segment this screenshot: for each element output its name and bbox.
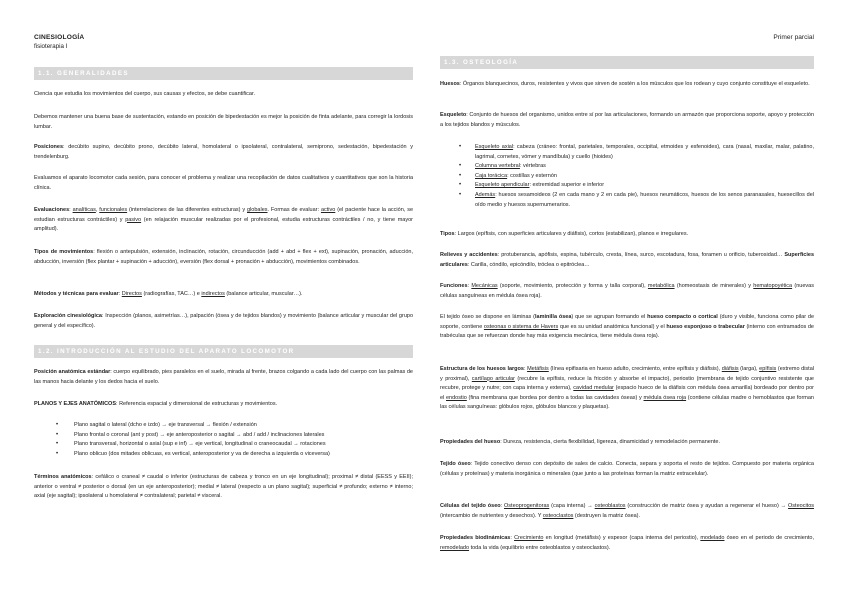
paragraph-tejido-laminas: El tejido óseo se dispone en láminas (laminilla ósea) que se agrupan formando el hueso compacto o cortical (duro y visible, funciona como pilar de soporte, contiene osteonas o sistema de Havers que es su unidad anatómica funcional) y el hueso esponjoso o trabecular (interno con entramados de trabéculas que se refuerzan donde hay más exigencia mecánica, tiene médula ósea roja). bbox=[440, 314, 815, 340]
document-header bbox=[34, 34, 84, 50]
bullet-icon: • bbox=[459, 172, 462, 179]
paragraph-relieves: Relieves y accidentes: protuberancia, apófisis, espina, tubérculo, cresta, línea, surco, escotadura, fosa, foramen u orificio, tuberosidad… Superficies articulares: Carilla, cóndilo, epicóndilo, tróclea o epitróclea… bbox=[440, 252, 815, 268]
bullet-icon: • bbox=[459, 191, 462, 198]
bullet-icon: • bbox=[459, 144, 462, 150]
bullet-icon: • bbox=[56, 450, 59, 457]
paragraph-posiciones: Posiciones: decúbito supino, decúbito prono, decúbito lateral, homolateral o ipsolateral, contralateral, semiprono, sedestación, bipedestación y trendelenburg. bbox=[34, 144, 413, 160]
bullet-icon: • bbox=[459, 163, 462, 170]
list-item: • Esqueleto apendicular: extremidad superior e inferior bbox=[440, 181, 814, 191]
paragraph-base: Debemos mantener una buena base de sustentación, estando en posición de bipedestación es mejor la posición de finta adelante, para corregir la lordosis lumbar. bbox=[34, 114, 413, 130]
paragraph-metodos: Métodos y técnicas para evaluar: Directos (radiografías, TAC…) e indirectos (balance articular, muscular…). bbox=[34, 291, 303, 297]
paragraph-tipos: Tipos: Largos (epífisis, con superficies articulares y diáfisis), cortos (estabilizan), planos e irregulares. bbox=[440, 231, 689, 237]
bullet-icon: • bbox=[56, 422, 59, 428]
paragraph-evaluaciones: Evaluaciones: analíticas, funcionales (interrelaciones de las diferentes estructuras) y globales. Formas de evaluar: activo (el paciente hace la acción, se estudian estructuras contráctiles) y pasivo (en relajación muscular realizadas por el profesional, estudia estructuras contráctiles / no, y tiene mayor amplitud). bbox=[34, 207, 413, 233]
list-item: • Plano frontal o coronal (ant y post) → eje anteroposterior o sagital → abd / add / inclinaciones laterales bbox=[34, 431, 413, 441]
section-heading-introduccion: 1.2. INTRODUCCIÓN AL ESTUDIO DEL APARATO LOCOMOTOR bbox=[34, 345, 413, 358]
paragraph-huesos: Huesos: Órganos blanquecinos, duros, resistentes y vivos que sirven de sostén a los músculos que los rodean y cuyo conjunto constituye el esqueleto. bbox=[440, 81, 810, 87]
paragraph-celulas: Células del tejido óseo: Osteoprogenitoras (capa interna) → osteoblastos (construcción de matriz ósea y ayudan a regenerar el hueso) → Osteocitos (intercambio de nutrientes y desechos). Y osteoclastos (destruyen la matriz ósea). bbox=[440, 503, 814, 519]
list-item: • Caja torácica: costillas y esternón bbox=[440, 172, 814, 182]
course-subtitle: fisioterapia I bbox=[34, 43, 68, 50]
paragraph-exploracion: Exploración cinesiológica: Inspección (planos, asimetrías…), palpación (ósea y de tejidos blandos) y movimiento (balance articular y muscular del grupo general y del específico). bbox=[34, 313, 414, 329]
section-heading-osteologia: 1.3. OSTEOLOGÍA bbox=[440, 56, 814, 69]
bullet-icon: • bbox=[56, 441, 59, 448]
list-esqueleto bbox=[440, 143, 814, 210]
list-item: • Plano sagital o lateral (dcho e izdo) → eje transversal → flexión / extensión bbox=[34, 421, 413, 431]
bullet-icon: • bbox=[459, 182, 462, 189]
paragraph-propiedades: Propiedades del hueso: Dureza, resistencia, cierta flexibilidad, ligereza, dinamicidad y remodelación permanente. bbox=[440, 439, 721, 445]
list-item: • Esqueleto axial: cabeza (cráneo: frontal, parietales, temporales, occipital, etmoides y esfenoides), cara (nasal, maxilar, malar, palatino, lagrimal, cornetes, vómer y mandíbula) y cuello (hioides) bbox=[459, 144, 814, 160]
paragraph-posicion-anatomica: Posición anatómica estándar: cuerpo equilibrado, pies paralelos en el suelo, mirada al frente, brazos colgando a cada lado del cuerpo con las palmas de las manos hacia delante y los dedos hacia el suelo. bbox=[34, 369, 413, 385]
paragraph-definition: Ciencia que estudia los movimientos del cuerpo, sus causas y efectos, se debe cuantificar. bbox=[34, 91, 256, 97]
paragraph-esqueleto: Esqueleto: Conjunto de huesos del organismo, unidos entre sí por las articulaciones, formando un armazón que proporciona soporte, apoyo y protección a los tejidos blandos y músculos. bbox=[440, 112, 814, 128]
paragraph-biodinamicas: Propiedades biodinámicas: Crecimiento en longitud (metáfisis) y espesor (capa interna del periostio), modelado óseo en el periodo de crecimiento, remodelado toda la vida (equilibrio entre osteoblastos y osteoclastos). bbox=[440, 535, 815, 551]
list-item: • Además: huesos sesamoideos (2 en cada mano y 2 en cada pie), huesos neumáticos, huesos de los senos paranasales, huesecillos del oído medio y huesos supernumerarios. bbox=[459, 191, 814, 208]
list-item: • Columna vertebral: vértebras bbox=[440, 162, 814, 172]
paragraph-planos: PLANOS Y EJES ANATÓMICOS: Referencia espacial y dimensional de estructuras y movimientos. bbox=[34, 401, 278, 407]
paragraph-estructura-huesos: Estructura de los huesos largos: Metáfisis (línea epifisaria en hueso adulto, crecimiento, entre epífisis y diáfisis), diáfisis (larga), epífisis (extremo distal y proximal), cartílago articular (recubre la epífisis, reduce la fricción y absorbe el impacto), periostio (membrana de tejido conjuntivo resistente que recubre, protege y nutre; con capa interna y externa), cavidad medular (espacio hueco de la diáfisis con médula ósea amarilla) bordeado por dentro por el endostio (fina membrana que bordea por dentro a todas las cavidades óseas) y médula ósea roja (contiene células madre o hemoblastos que forman las células sanguíneas: glóbulos rojos, glóbulos blancos y plaquetas). bbox=[440, 366, 814, 411]
paragraph-evaluacion: Evaluamos el aparato locomotor cada sesión, para conocer el problema y realizar una recopilación de datos cualitativos y cuantitativos que son la historia clínica. bbox=[34, 175, 413, 191]
paragraph-tejido-oseo: Tejido óseo: Tejido conectivo denso con depósito de sales de calcio. Conecta, separa y soporta el resto de tejidos. Compuesto por materia orgánica (células y proteínas) y materia inorgánica o minerales (que junto a las proteínas forman la matriz extracelular). bbox=[440, 461, 814, 477]
list-item: • Plano oblicuo (dos mitades oblicuas, es vertical, anteroposterior y va de derecha a izquierda o viceversa) bbox=[34, 450, 413, 460]
list-planos bbox=[34, 421, 413, 459]
label-posiciones: Posiciones bbox=[34, 144, 64, 150]
term-label: Primer parcial bbox=[773, 34, 814, 41]
paragraph-terminos: Términos anatómicos: cefálico o craneal ≠ caudal o inferior (estructuras de cabeza y tronco en un eje longitudinal); proximal ≠ distal (EESS y EEII); anterior o ventral ≠ posterior o dorsal (en un eje anteroposterior); medial ≠ lateral (respecto a un plano sagital); superficial ≠ profundo; externo ≠ interno; axial (eje sagital); ipsolateral u homolateral ≠ contralateral; parietal ≠ visceral. bbox=[34, 474, 414, 500]
paragraph-tipos-movimientos: Tipos de movimientos: flexión o antepulsión, extensión, inclinación, rotación, circunducción (add + abd + flex + ext), supinación, pronación, aducción, abducción, inversión (flex plantar + supinación + aducción), eversión (flex dorsal + pronación + abducción), movimientos combinados. bbox=[34, 249, 414, 265]
section-heading-generalidades: 1.1. GENERALIDADES bbox=[34, 67, 413, 80]
paragraph-funciones: Funciones: Mecánicas (soporte, movimiento, protección y forma y talla corporal), metabólica (homeostasis de minerales) y hematopoyética (nuevas células sanguíneas en médula ósea roja). bbox=[440, 283, 814, 299]
bullet-icon: • bbox=[56, 431, 59, 438]
list-item: • Plano transversal, horizontal o axial (sup e inf) → eje vertical, longitudinal o craneocaudal → rotaciones bbox=[34, 440, 413, 450]
subject-title: CINESIOLOGÍA bbox=[34, 34, 85, 41]
